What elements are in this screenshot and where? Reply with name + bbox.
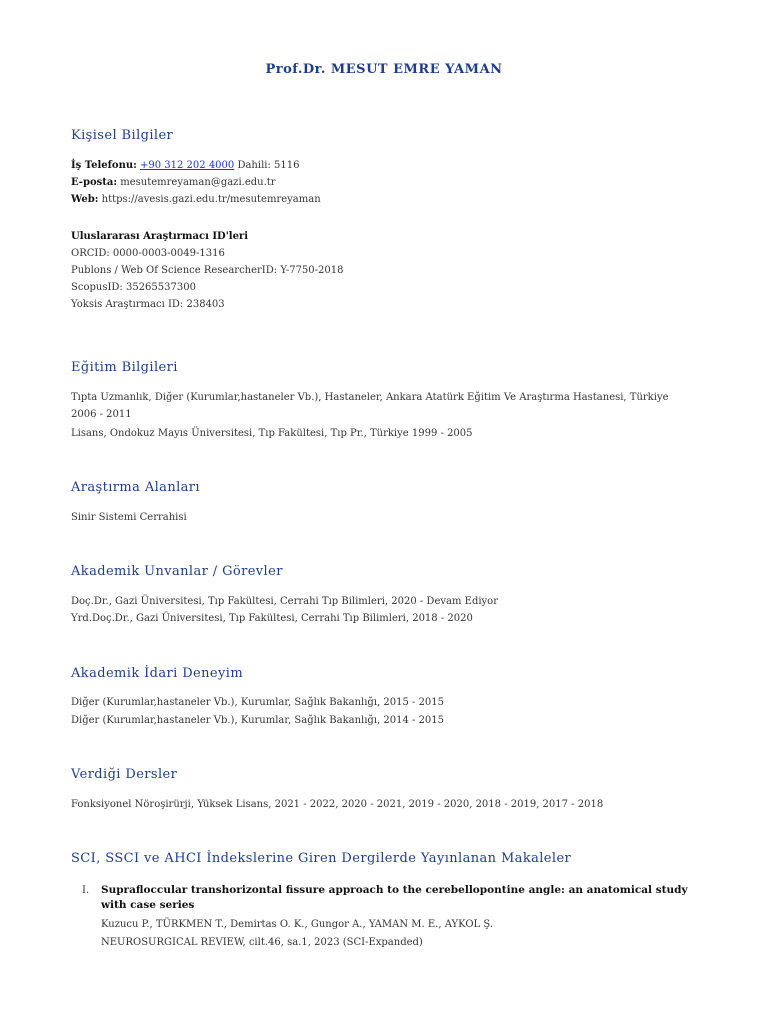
education-line: Tıpta Uzmanlık, Diğer (Kurumlar,hastaneler Vb.), Hastaneler, Ankara Atatürk Eğitim Ve Araştırma Hastanesi, Türkiye [71,392,669,403]
publication-journal: NEUROSURGICAL REVIEW, cilt.46, sa.1, 2023 (SCI-Expanded) [101,937,423,948]
education-heading: Eğitim Bilgileri [71,360,178,375]
personal-info-heading: Kişisel Bilgiler [71,128,174,143]
web-label: Web: [71,194,99,205]
education-line: 2006 - 2011 [71,409,132,420]
orcid-line: ORCID: 0000-0003-0049-1316 [71,248,225,259]
page-title: Prof.Dr. MESUT EMRE YAMAN [265,62,503,77]
publons-line: Publons / Web Of Science ResearcherID: Y-7750-2018 [71,265,344,276]
email-line [71,177,276,188]
yoksis-line: Yoksis Araştırmacı ID: 238403 [71,299,225,310]
research-areas-heading: Araştırma Alanları [71,480,200,495]
phone-extension: Dahili: 5116 [237,160,300,171]
web-value: https://avesis.gazi.edu.tr/mesutemreyaman [101,194,321,205]
phone-line [71,160,299,171]
admin-experience-item: Diğer (Kurumlar,hastaneler Vb.), Kurumlar, Sağlık Bakanlığı, 2015 - 2015 [71,697,445,708]
email-value: mesutemreyaman@gazi.edu.tr [120,177,276,188]
phone-label: İş Telefonu: [71,160,137,171]
academic-titles-heading: Akademik Unvanlar / Görevler [71,564,283,579]
research-area-item: Sinir Sistemi Cerrahisi [71,512,187,523]
courses-heading: Verdiği Dersler [71,767,178,782]
academic-title-item: Doç.Dr., Gazi Üniversitesi, Tıp Fakültesi, Cerrahi Tıp Bilimleri, 2020 - Devam Ediyor [71,596,498,607]
scopus-line: ScopusID: 35265537300 [71,282,196,293]
email-label: E-posta: [71,177,118,188]
publication-authors: Kuzucu P., TÜRKMEN T., Demirtas O. K., Gungor A., YAMAN M. E., AYKOL Ş. [101,919,494,930]
academic-title-item: Yrd.Doç.Dr., Gazi Üniversitesi, Tıp Fakültesi, Cerrahi Tıp Bilimleri, 2018 - 2020 [71,613,473,624]
education-line: Lisans, Ondokuz Mayıs Üniversitesi, Tıp Fakültesi, Tıp Pr., Türkiye 1999 - 2005 [71,428,473,439]
publication-title: Suprafloccular transhorizontal fissure approach to the cerebellopontine angle: an anatomical study with case series [101,884,688,911]
publications-heading: SCI, SSCI ve AHCI İndekslerine Giren Dergilerde Yayınlanan Makaleler [71,851,572,866]
phone-link[interactable]: +90 312 202 4000 [140,160,235,171]
publication-number: I. [82,885,90,896]
admin-experience-heading: Akademik İdari Deneyim [71,666,244,681]
researcher-ids-heading: Uluslararası Araştırmacı ID'leri [71,231,248,242]
admin-experience-item: Diğer (Kurumlar,hastaneler Vb.), Kurumlar, Sağlık Bakanlığı, 2014 - 2015 [71,715,445,726]
web-line [71,194,321,205]
course-item: Fonksiyonel Nöroşirürji, Yüksek Lisans, 2021 - 2022, 2020 - 2021, 2019 - 2020, 2018 - 2019, 2017 - 2018 [71,799,604,810]
